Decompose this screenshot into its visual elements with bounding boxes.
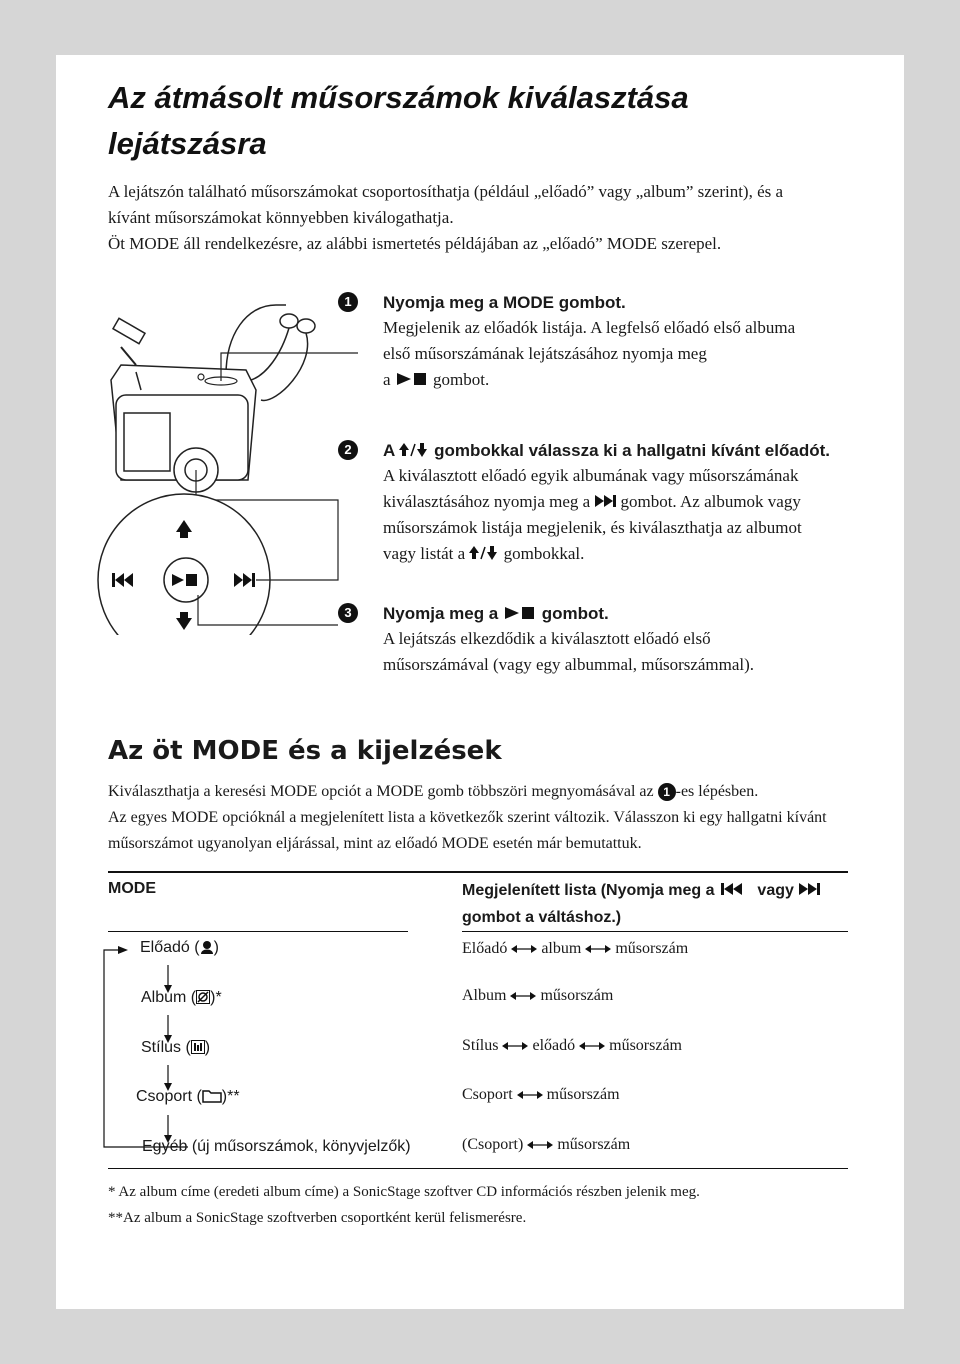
intro-line: Öt MODE áll rendelkezésre, az alábbi ismertetés példájában az „előadó” MODE szerepel. bbox=[108, 234, 722, 253]
step-3-text: műsorszámával (vagy egy albummal, műsorszámmal). bbox=[383, 655, 755, 674]
step-1-heading: Nyomja meg a MODE gombot. bbox=[383, 293, 626, 312]
step-1-text: gombot. bbox=[433, 370, 490, 389]
step-2 bbox=[383, 439, 883, 567]
para-text: Az egyes MODE opcióknál a megjelenített lista a következők szerint változik. Válasszon ki egy hallgatni kívánt bbox=[108, 809, 827, 826]
step-1-text: Megjelenik az előadók listája. A legfelső előadó első albuma bbox=[383, 318, 796, 337]
page bbox=[56, 55, 904, 1309]
step-2-text: gombot. Az albumok vagy bbox=[620, 492, 801, 511]
step-2-text: kiválasztásához nyomja meg a bbox=[383, 492, 591, 511]
intro-line: A lejátszón található műsorszámokat csoportosíthatja (például „előadó” vagy „album” szerint), és a bbox=[108, 182, 784, 201]
mode-item-artist: Előadó ( ) bbox=[140, 939, 219, 956]
mode-item-other: Egyéb (új műsorszámok, könyvjelzők) bbox=[142, 1138, 411, 1155]
double-arrow-icon bbox=[527, 1140, 553, 1150]
step-1-text: a bbox=[383, 370, 391, 389]
list-row-other: (Csoport) műsorszám bbox=[462, 1136, 631, 1153]
step-1 bbox=[383, 291, 883, 393]
page-title bbox=[108, 75, 808, 167]
play-stop-icon bbox=[395, 372, 429, 386]
player-illustration bbox=[76, 295, 366, 635]
list-row-group: Csoport műsorszám bbox=[462, 1086, 620, 1103]
up-down-icon bbox=[399, 442, 429, 458]
list-header-text: Megjelenített lista (Nyomja meg a bbox=[462, 882, 715, 899]
step-number-1: 1 bbox=[338, 292, 358, 312]
mode-item-genre: Stílus ( ) bbox=[141, 1039, 211, 1056]
footnote: * Az album címe (eredeti album címe) a SonicStage szoftver CD információs részben jelenik meg. bbox=[108, 1184, 700, 1200]
step-2-text: gombokkal. bbox=[503, 544, 585, 563]
album-icon bbox=[196, 990, 210, 1004]
step-3 bbox=[383, 602, 883, 678]
step-2-text: A kiválasztott előadó egyik albumának vagy műsorszámának bbox=[383, 466, 799, 485]
list-header-rule bbox=[462, 931, 848, 932]
double-arrow-icon bbox=[502, 1041, 528, 1051]
earbud-icon bbox=[280, 314, 298, 328]
section-title: Az öt MODE és a kijelzések bbox=[108, 736, 502, 766]
list-column-header bbox=[462, 877, 862, 931]
step-2-text: műsorszámok listája megjelenik, és kiválaszthatja az albumot bbox=[383, 518, 802, 537]
double-arrow-icon bbox=[510, 991, 536, 1001]
folder-icon bbox=[202, 1089, 222, 1103]
list-row-artist: Előadó album műsorszám bbox=[462, 940, 689, 957]
genre-icon bbox=[191, 1040, 205, 1054]
para-text: műsorszámot ugyanolyan eljárással, mint az előadó MODE esetén már bemutattuk. bbox=[108, 835, 642, 852]
step-ref-badge: 1 bbox=[658, 783, 676, 801]
previous-icon bbox=[719, 882, 753, 896]
mode-column-header: MODE bbox=[108, 880, 156, 897]
list-row-album: Album műsorszám bbox=[462, 987, 614, 1004]
next-icon bbox=[798, 882, 824, 896]
earbud-icon bbox=[297, 319, 315, 333]
title-line-1: Az átmásolt műsorszámok kiválasztása bbox=[108, 80, 689, 115]
table-bottom-rule bbox=[108, 1168, 848, 1169]
para-text: Kiválaszthatja a keresési MODE opciót a MODE gomb többszöri megnyomásával az bbox=[108, 783, 654, 800]
next-icon bbox=[594, 494, 620, 508]
intro-line: kívánt műsorszámokat könnyebben kiválogathatja. bbox=[108, 208, 454, 227]
step-2-heading: A bbox=[383, 441, 395, 460]
list-header-text: vagy bbox=[757, 882, 794, 899]
mode-item-group: Csoport ( )** bbox=[136, 1088, 240, 1105]
play-stop-icon bbox=[503, 606, 537, 620]
mode-header-rule bbox=[108, 931, 408, 932]
step-3-heading: Nyomja meg a bbox=[383, 604, 499, 623]
table-top-rule bbox=[108, 871, 848, 873]
artist-icon bbox=[200, 940, 214, 954]
double-arrow-icon bbox=[579, 1041, 605, 1051]
step-2-text: vagy listát a bbox=[383, 544, 466, 563]
step-2-heading: gombokkal válassza ki a hallgatni kívánt előadót. bbox=[434, 441, 830, 460]
mode-item-album: Album ( )* bbox=[141, 989, 222, 1006]
para-text: -es lépésben. bbox=[675, 783, 759, 800]
double-arrow-icon bbox=[585, 944, 611, 954]
step-1-text: első műsorszámának lejátszásához nyomja meg bbox=[383, 344, 707, 363]
step-number-2: 2 bbox=[338, 440, 358, 460]
step-number-3: 3 bbox=[338, 603, 358, 623]
list-row-genre: Stílus előadó műsorszám bbox=[462, 1037, 682, 1054]
double-arrow-icon bbox=[517, 1090, 543, 1100]
step-3-text: A lejátszás elkezdődik a kiválasztott előadó első bbox=[383, 629, 711, 648]
section-paragraph bbox=[108, 779, 868, 857]
list-header-text: gombot a váltáshoz.) bbox=[462, 909, 622, 926]
intro-text bbox=[108, 179, 848, 257]
double-arrow-icon bbox=[511, 944, 537, 954]
up-down-icon bbox=[469, 545, 499, 561]
title-line-2: lejátszásra bbox=[108, 126, 267, 161]
footnote: **Az album a SonicStage szoftverben csoportként kerül felismerésre. bbox=[108, 1210, 527, 1226]
step-3-heading: gombot. bbox=[541, 604, 609, 623]
